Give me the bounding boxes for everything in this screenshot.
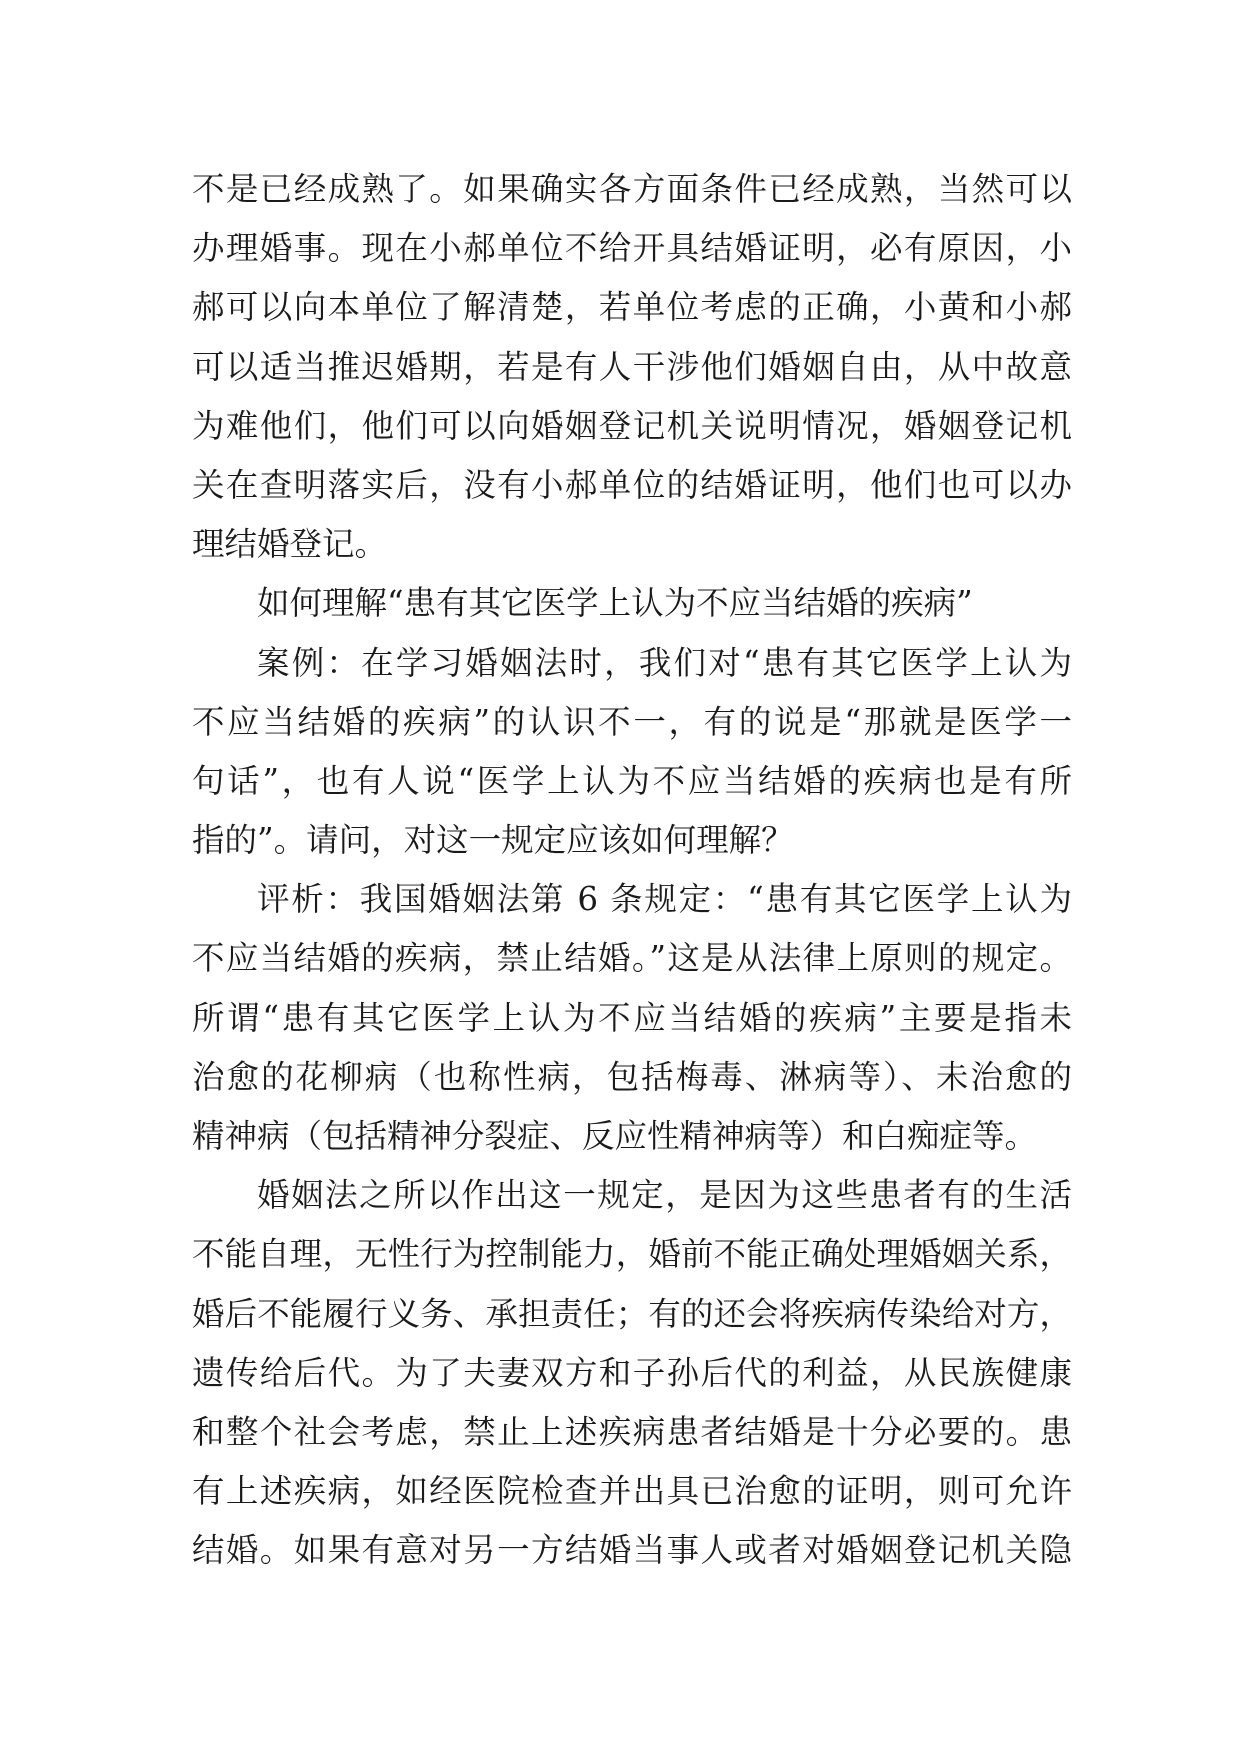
- text-line-1: 不是已经成熟了。如果确实各方面条件已经成熟，当然可以: [192, 170, 1072, 208]
- reason-line-3: 婚后不能履行义务、承担责任；有的还会将疾病传染给对方，: [192, 1294, 1072, 1333]
- reason-line-4: 遗传给后代。为了夫妻双方和子孙后代的利益，从民族健康: [192, 1353, 1072, 1392]
- reason-line-5: 和整个社会考虑，禁止上述疾病患者结婚是十分必要的。患: [192, 1412, 1072, 1451]
- body-text: [192, 160, 1072, 1581]
- case-line-2: 不应当结婚的疾病”的认识不一，有的说是“那就是医学一: [192, 702, 1072, 741]
- analysis-line-2: 不应当结婚的疾病，禁止结婚。”这是从法律上原则的规定。: [192, 939, 1072, 978]
- analysis-line-1: 评析：我国婚姻法第 6 条规定：“患有其它医学上认为: [257, 880, 1072, 919]
- case-line-1: 案例：在学习婚姻法时，我们对“患有其它医学上认为: [257, 643, 1072, 682]
- reason-line-1: 婚姻法之所以作出这一规定，是因为这些患者有的生活: [257, 1176, 1072, 1215]
- text-line-5: 为难他们，他们可以向婚姻登记机关说明情况，婚姻登记机: [192, 406, 1072, 445]
- text-line-2: 办理婚事。现在小郝单位不给开具结婚证明，必有原因，小: [192, 229, 1072, 268]
- text-line-4: 可以适当推迟婚期，若是有人干涉他们婚姻自由，从中故意: [192, 347, 1072, 386]
- reason-line-7: 结婚。如果有意对另一方结婚当事人或者对婚姻登记机关隐: [192, 1531, 1072, 1570]
- case-line-4: 指的”。请问，对这一规定应该如何理解？: [192, 821, 794, 860]
- case-line-3: 句话”，也有人说“医学上认为不应当结婚的疾病也是有所: [192, 761, 1072, 800]
- text-line-3: 郝可以向本单位了解清楚，若单位考虑的正确，小黄和小郝: [192, 288, 1072, 327]
- analysis-line-5: 精神病（包括精神分裂症、反应性精神病等）和白痴症等。: [192, 1117, 1038, 1155]
- text-line-6: 关在查明落实后，没有小郝单位的结婚证明，他们也可以办: [192, 465, 1072, 504]
- analysis-line-4: 治愈的花柳病（也称性病，包括梅毒、淋病等）、未治愈的: [192, 1057, 1072, 1096]
- analysis-line-3: 所谓“患有其它医学上认为不应当结婚的疾病”主要是指未: [192, 998, 1072, 1037]
- section-heading: 如何理解“患有其它医学上认为不应当结婚的疾病”: [257, 584, 973, 623]
- text-line-7: 理结婚登记。: [192, 525, 388, 564]
- reason-line-2: 不能自理，无性行为控制能力，婚前不能正确处理婚姻关系，: [192, 1235, 1072, 1274]
- reason-line-6: 有上述疾病，如经医院检查并出具已治愈的证明，则可允许: [192, 1472, 1072, 1511]
